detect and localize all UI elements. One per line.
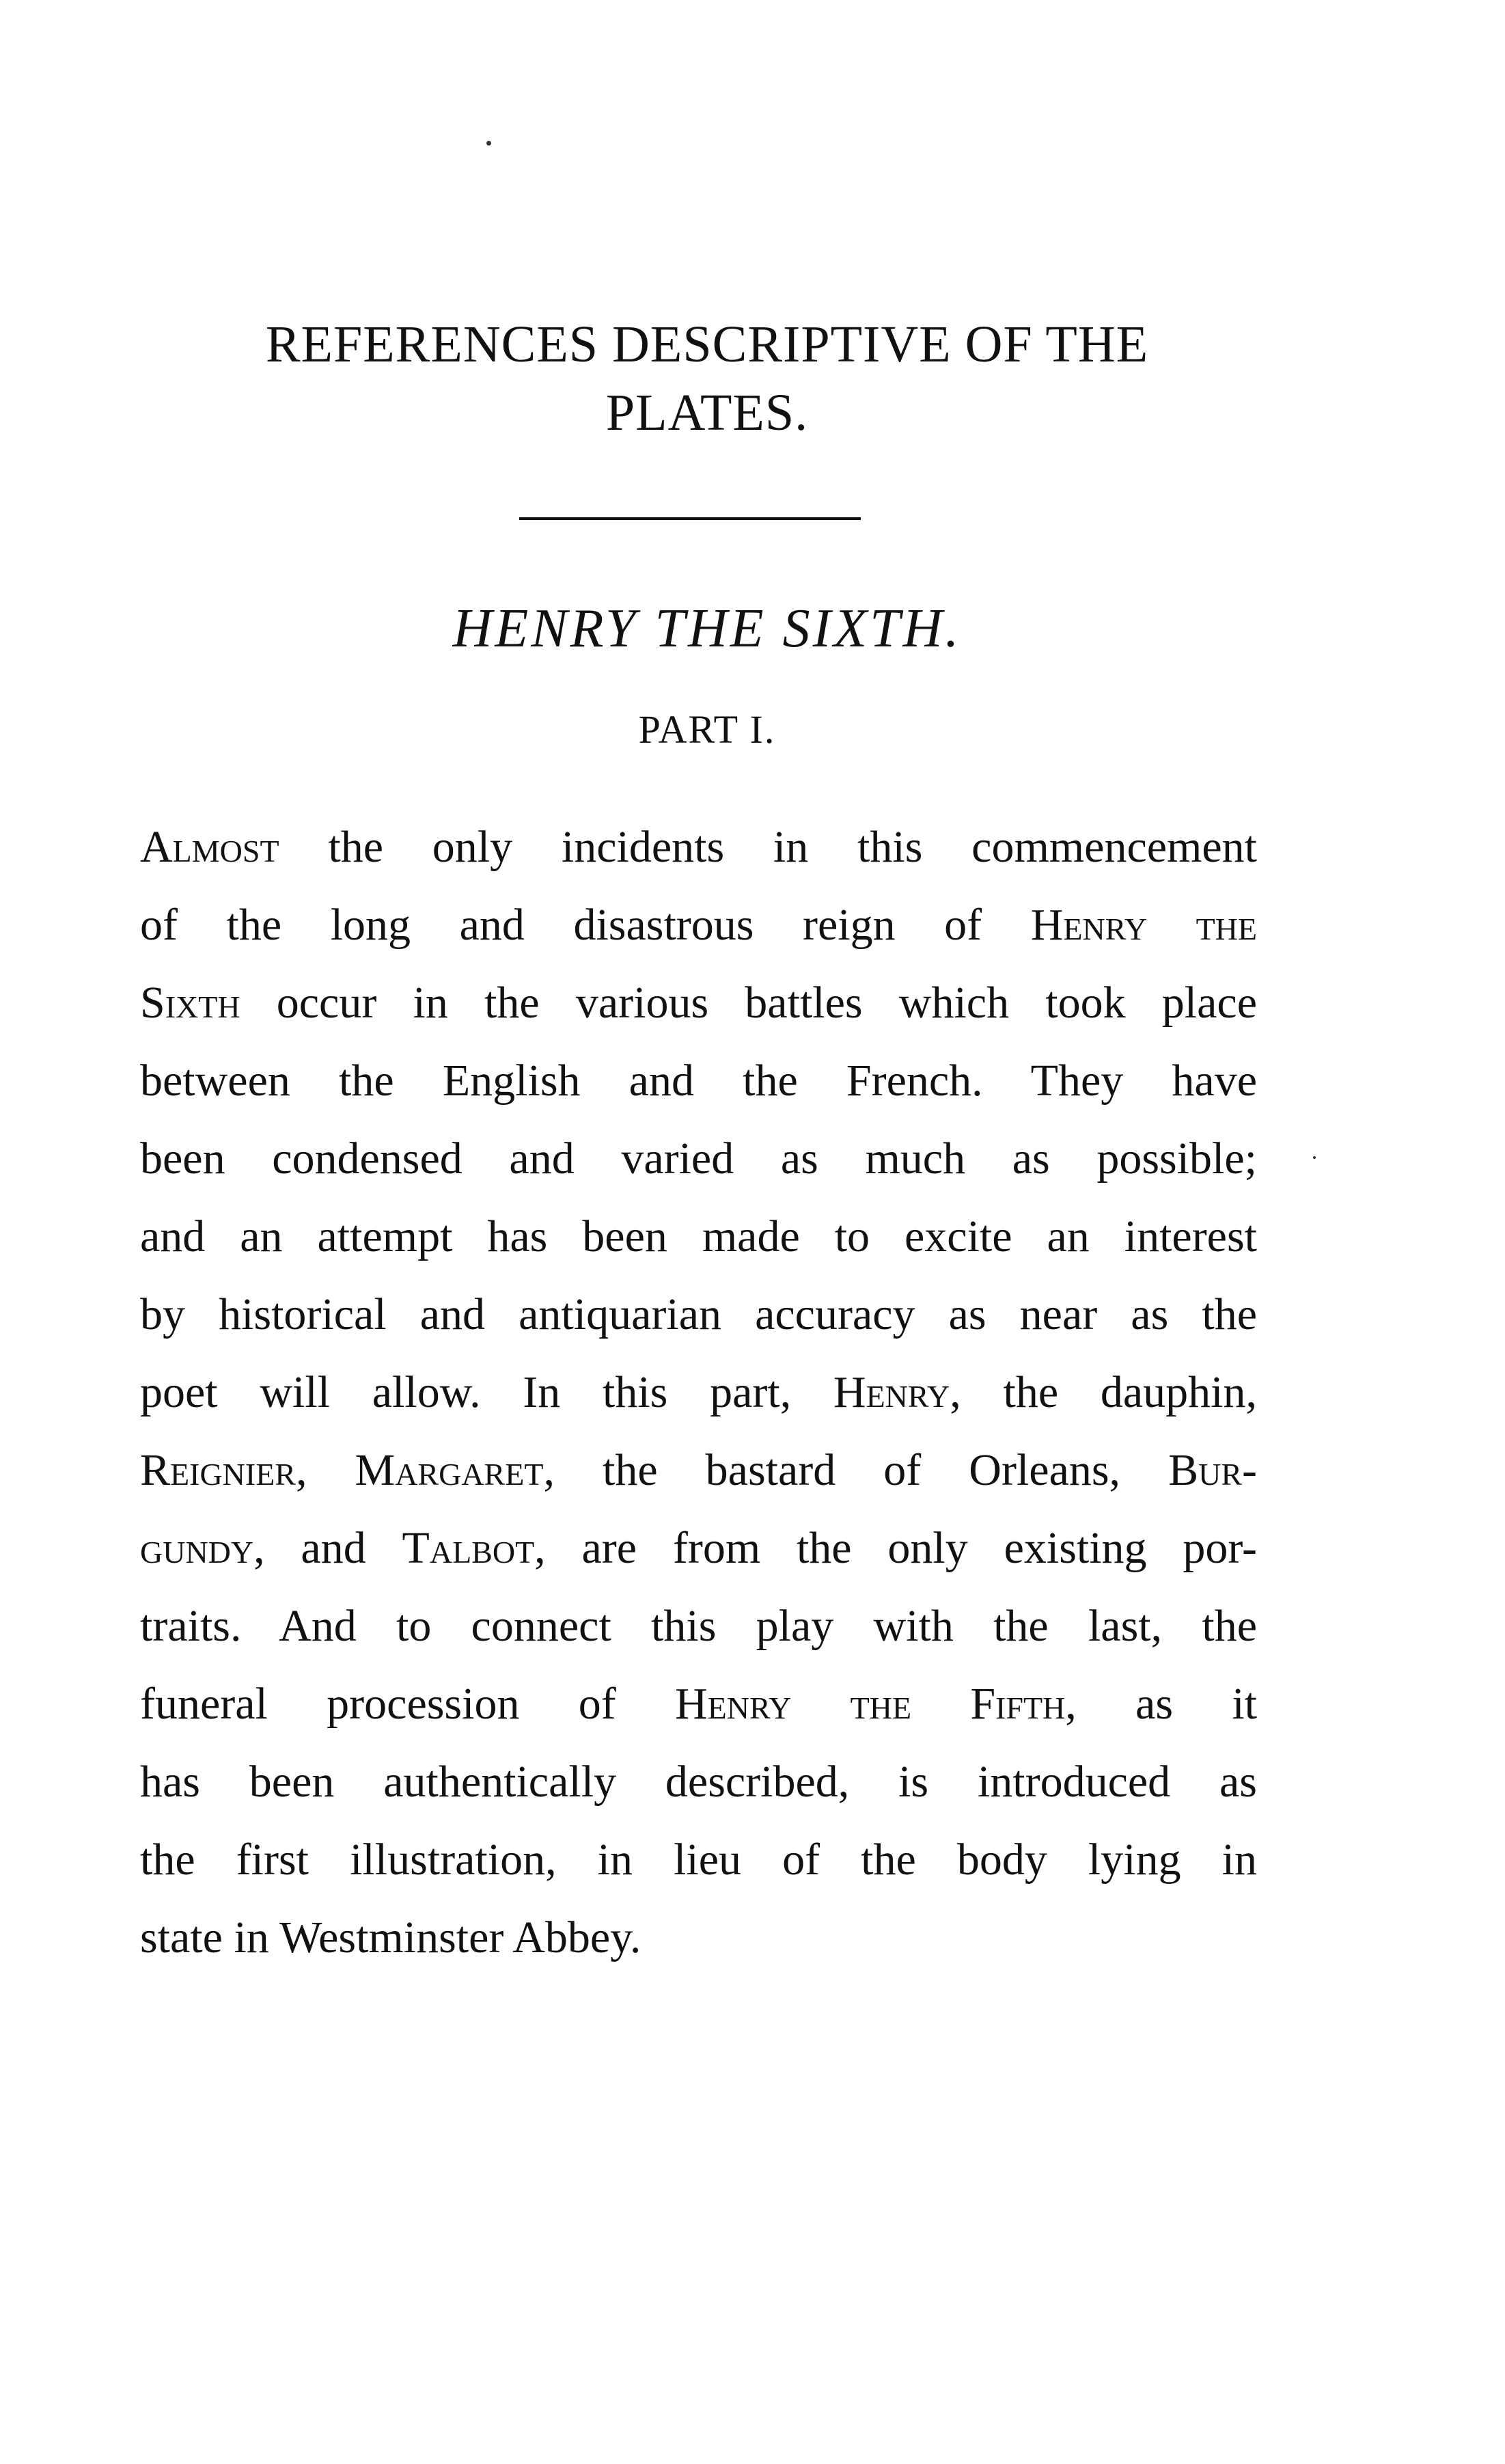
body-line-5: been condensed and varied as much as possible;	[140, 1134, 1257, 1183]
page-heading-line-1: REFERENCES DESCRIPTIVE OF THE	[265, 316, 1149, 373]
body-line-13: has been authentically described, is introduced as	[140, 1757, 1257, 1807]
part-label: PART I.	[638, 707, 776, 752]
page-heading-line-2: PLATES.	[605, 384, 809, 441]
small-caps-name: Henry the	[1030, 900, 1257, 950]
play-title: HENRY THE SIXTH.	[452, 599, 962, 659]
body-line-10	[140, 1518, 1257, 1579]
ink-speck	[1313, 1156, 1316, 1159]
body-line-1	[140, 817, 1257, 878]
body-text: poet will allow. In this part,	[140, 1367, 833, 1417]
body-text: , the dauphin,	[950, 1367, 1257, 1417]
body-line-7: by historical and antiquarian accuracy as near as the	[140, 1289, 1257, 1339]
body-line-2	[140, 894, 1257, 956]
body-text: , as it	[1065, 1679, 1257, 1729]
body-line-6: and an attempt has been made to excite an interest	[140, 1212, 1257, 1261]
body-text: occur in the various battles which took place	[240, 978, 1257, 1028]
body-line-11: traits. And to connect this play with the last, the	[140, 1601, 1257, 1651]
section-rule	[519, 517, 861, 520]
body-line-12	[140, 1673, 1257, 1735]
small-caps-name: Talbot	[402, 1523, 535, 1573]
body-text: , the bastard of Orleans,	[543, 1445, 1169, 1495]
body-text: ,	[295, 1445, 355, 1495]
body-line-14: the first illustration, in lieu of the body lying in	[140, 1835, 1257, 1885]
body-line-8	[140, 1362, 1257, 1423]
small-caps-name: Sixth	[140, 978, 240, 1028]
small-caps-name: Margaret	[355, 1445, 544, 1495]
small-caps-word: Almost	[140, 822, 279, 872]
body-line-4: between the English and the French. They have	[140, 1056, 1257, 1106]
small-caps-name: Reignier	[140, 1445, 296, 1495]
small-caps-name: Bur-	[1168, 1445, 1258, 1495]
small-caps-name: gundy	[140, 1523, 254, 1573]
body-text: the only incidents in this commencement	[279, 822, 1257, 872]
small-caps-name: Henry	[833, 1367, 950, 1417]
body-line-3	[140, 972, 1257, 1034]
body-text: funeral procession of	[140, 1679, 675, 1729]
body-line-15: state in Westminster Abbey.	[140, 1913, 641, 1962]
body-text: , are from the only existing por-	[534, 1523, 1257, 1573]
body-text: , and	[253, 1523, 402, 1573]
ink-speck	[486, 141, 491, 146]
body-line-9	[140, 1440, 1257, 1501]
small-caps-name: Henry the Fifth	[675, 1679, 1066, 1729]
body-text: of the long and disastrous reign of	[140, 900, 1031, 950]
